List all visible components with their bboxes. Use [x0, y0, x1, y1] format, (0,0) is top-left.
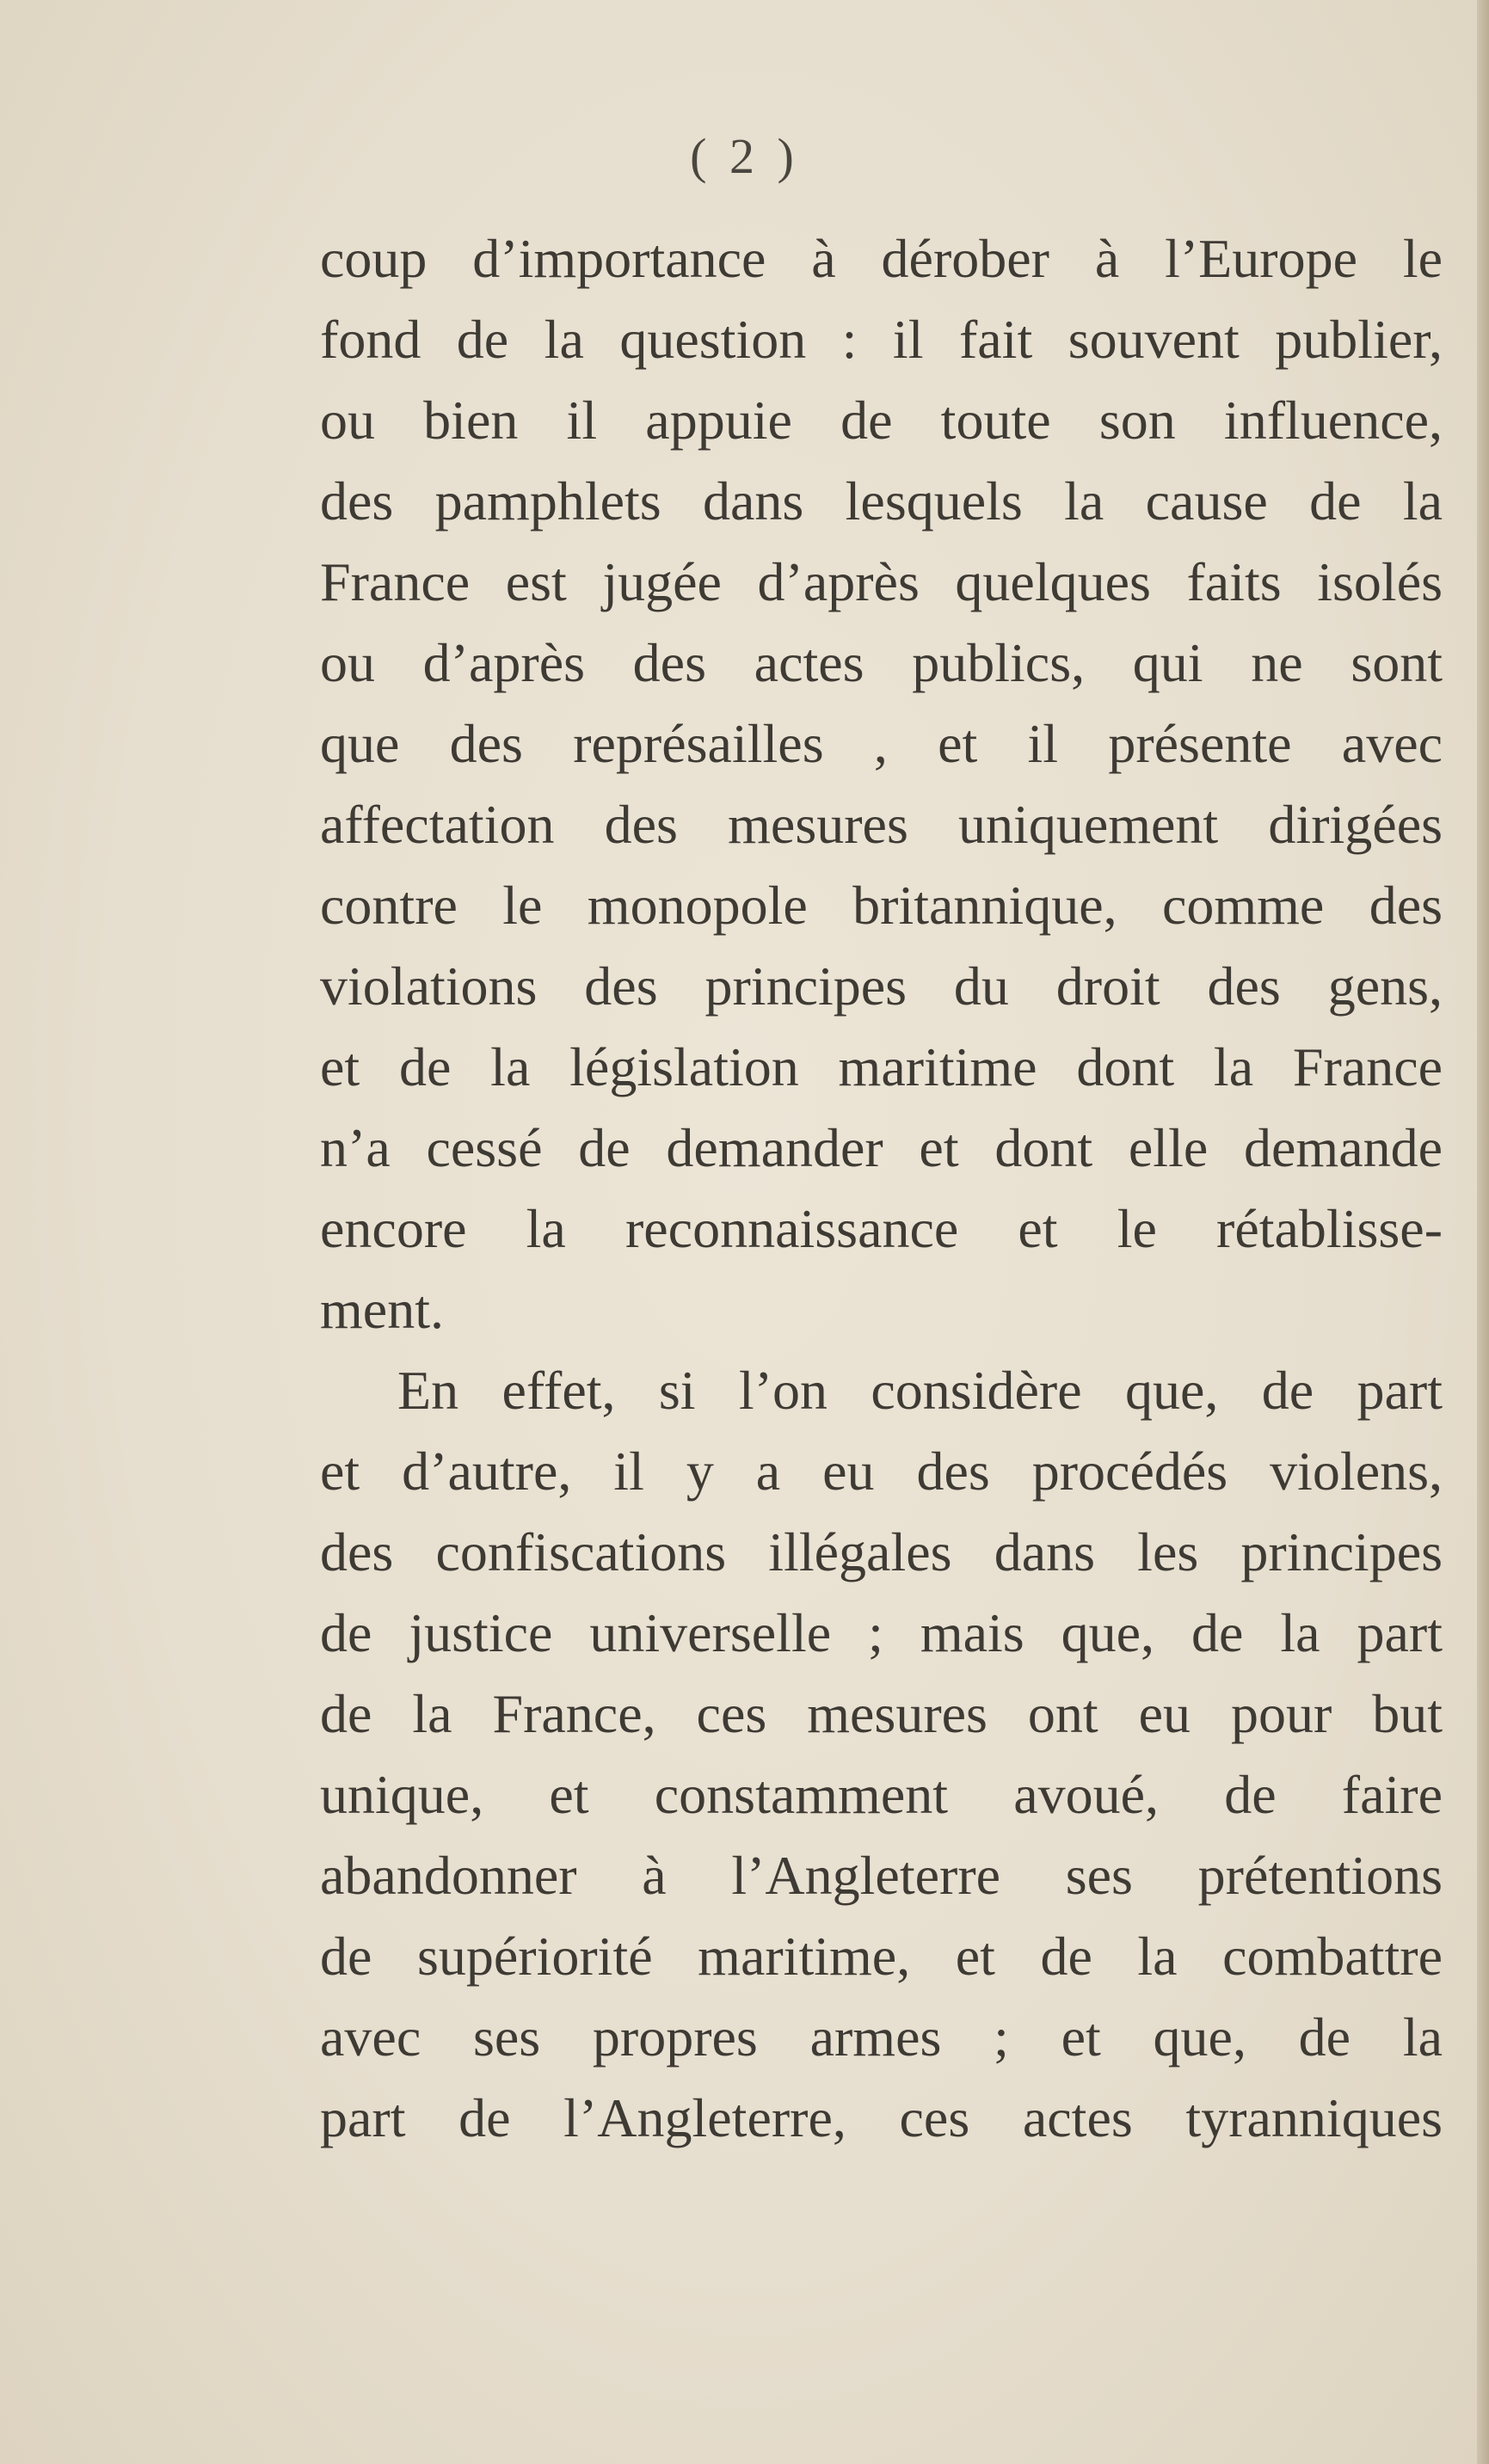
text-line: affectation des mesures uniquement dirigées — [320, 794, 1443, 855]
text-line: ou bien il appuie de toute son influence, — [320, 390, 1443, 451]
text-line: avec ses propres armes ; et que, de la — [320, 2006, 1443, 2068]
text-line: des pamphlets dans lesquels la cause de la — [320, 470, 1443, 532]
body-text — [320, 218, 1443, 2159]
text-line: et de la législation maritime dont la France — [320, 1036, 1443, 1097]
text-line: n’a cessé de demander et dont elle demande — [320, 1117, 1443, 1178]
page-number: ( 2 ) — [690, 128, 799, 184]
text-line: de la France, ces mesures ont eu pour but — [320, 1683, 1443, 1744]
text-line: France est jugée d’après quelques faits isolés — [320, 551, 1443, 612]
text-line: abandonner à l’Angleterre ses prétentions — [320, 1845, 1443, 1906]
text-line: de supériorité maritime, et de la combattre — [320, 1926, 1443, 1987]
text-line-paragraph-start: En effet, si l’on considère que, de part — [397, 1360, 1443, 1421]
text-line: encore la reconnaissance et le rétablisse- — [320, 1198, 1443, 1259]
text-line: de justice universelle ; mais que, de la part — [320, 1602, 1443, 1663]
text-line: fond de la question : il fait souvent publier, — [320, 309, 1443, 370]
text-line: des confiscations illégales dans les principes — [320, 1521, 1443, 1582]
text-line: violations des principes du droit des gens, — [320, 955, 1443, 1017]
page-edge — [1477, 0, 1489, 2464]
text-line: contre le monopole britannique, comme des — [320, 875, 1443, 936]
text-line: que des représailles , et il présente avec — [320, 713, 1443, 774]
text-line: coup d’importance à dérober à l’Europe le — [320, 228, 1443, 289]
text-line-paragraph-end: ment. — [320, 1279, 444, 1340]
text-line: unique, et constamment avoué, de faire — [320, 1764, 1443, 1825]
text-line: part de l’Angleterre, ces actes tyranniques — [320, 2087, 1443, 2148]
text-line: ou d’après des actes publics, qui ne sont — [320, 632, 1443, 693]
text-line: et d’autre, il y a eu des procédés violens, — [320, 1441, 1443, 1502]
